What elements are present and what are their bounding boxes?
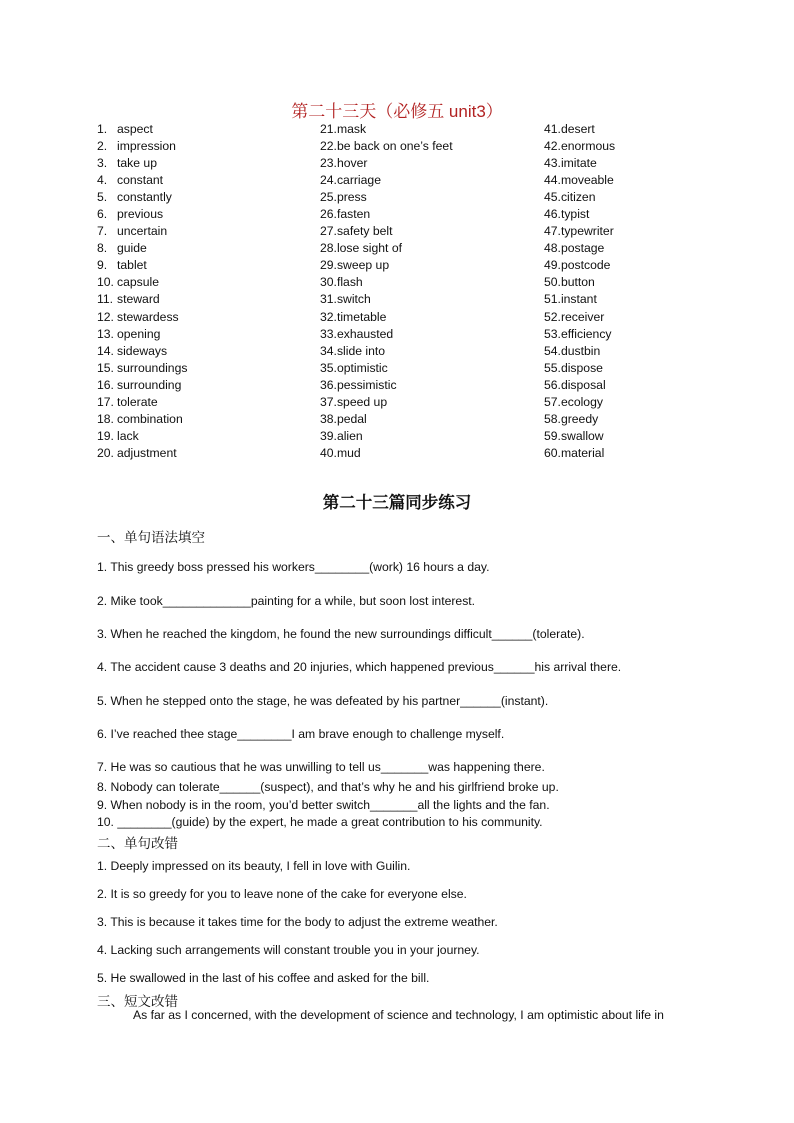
exercise-item: 2. It is so greedy for you to leave none of the cake for everyone else. [97,887,467,901]
section-heading-error-correction: 二、单句改错 [97,836,178,851]
exercise-item: 5. He swallowed in the last of his coffee and asked for the bill. [97,971,430,985]
vocab-item: 45.citizen [544,190,596,205]
vocab-column-2 [320,121,453,462]
vocab-column-3 [544,121,615,462]
vocab-item: 43.imitate [544,156,597,171]
exercise-item: 8. Nobody can tolerate______(suspect), and that’s why he and his girlfriend broke up. [97,780,559,794]
vocab-item: 15. surroundings [97,360,188,375]
exercise-item: 7. He was so cautious that he was unwilling to tell us_______was happening there. [97,760,545,774]
vocab-item: 23.hover [320,156,368,171]
vocab-item: 18. combination [97,411,183,426]
vocab-item: 46.typist [544,207,590,222]
vocab-item: 11. steward [97,292,160,307]
vocab-item: 16. surrounding [97,377,182,392]
page-title: 第二十三天（必修五 unit3） [291,102,503,121]
vocab-item: 39.alien [320,428,363,443]
vocab-item: 50.button [544,275,595,290]
exercise-item: 1. This greedy boss pressed his workers________(work) 16 hours a day. [97,560,490,574]
practice-title: 第二十三篇同步练习 [322,493,472,512]
vocab-item: 28.lose sight of [320,241,402,256]
exercise-item: 4. Lacking such arrangements will constant trouble you in your journey. [97,943,480,957]
vocab-item: 27.safety belt [320,224,393,239]
vocab-item: 55.dispose [544,360,603,375]
vocab-item: 60.material [544,445,605,460]
exercise-item: 6. I’ve reached thee stage________I am brave enough to challenge myself. [97,727,505,741]
vocab-item: 44.moveable [544,173,614,188]
exercise-item: 2. Mike took_____________painting for a while, but soon lost interest. [97,594,476,608]
vocab-item: 52.receiver [544,309,605,324]
section-heading-grammar-fill: 一、单句语法填空 [97,530,205,545]
vocab-item: 17. tolerate [97,394,158,409]
vocab-item: 13. opening [97,326,161,341]
vocab-item: 59.swallow [544,428,604,443]
vocab-item: 14. sideways [97,343,168,358]
vocab-item: 3. take up [97,156,157,171]
exercise-item: 5. When he stepped onto the stage, he was defeated by his partner______(instant). [97,694,549,708]
vocab-item: 41.desert [544,122,595,136]
vocab-item: 31.switch [320,292,371,307]
vocab-item: 1. aspect [97,122,153,136]
vocab-item: 36.pessimistic [320,377,397,392]
vocab-item: 49.postcode [544,258,611,273]
vocab-item: 51.instant [544,292,597,307]
exercise-item: 10. ________(guide) by the expert, he made a great contribution to his community. [97,815,543,829]
vocab-item: 42.enormous [544,139,616,154]
exercise-item: 9. When nobody is in the room, you’d better switch_______all the lights and the fan. [97,798,550,812]
vocab-item: 53.efficiency [544,326,612,341]
vocab-item: 57.ecology [544,394,603,409]
vocab-item: 7. uncertain [97,224,168,239]
vocab-item: 12. stewardess [97,309,179,324]
exercise-item: 1. Deeply impressed on its beauty, I fell in love with Guilin. [97,859,411,873]
vocab-item: 24.carriage [320,173,381,188]
vocab-item: 20. adjustment [97,445,177,460]
exercise-item: 3. When he reached the kingdom, he found the new surroundings difficult______(tolerate). [97,627,585,641]
exercise-item: 3. This is because it takes time for the body to adjust the extreme weather. [97,915,498,929]
vocab-item: 6. previous [97,207,164,222]
vocab-item: 35.optimistic [320,360,388,375]
vocab-item: 4. constant [97,173,164,188]
vocab-item: 47.typewriter [544,224,614,239]
section-heading-passage-correction: 三、短文改错 [97,994,178,1009]
vocab-item: 56.disposal [544,377,606,392]
vocab-item: 40.mud [320,445,361,460]
vocab-item: 37.speed up [320,394,388,409]
vocab-item: 32.timetable [320,309,387,324]
vocab-item: 21.mask [320,122,367,136]
vocab-item: 19. lack [97,428,139,443]
vocab-item: 30.flash [320,275,363,290]
vocab-item: 8. guide [97,241,147,256]
vocab-item: 2. impression [97,139,176,154]
vocab-item: 29.sweep up [320,258,390,273]
vocab-item: 25.press [320,190,367,205]
vocab-item: 34.slide into [320,343,386,358]
vocab-column-1 [97,121,187,462]
passage-text: As far as I concerned, with the development of science and technology, I am optimistic about life in [133,1008,664,1022]
vocab-item: 33.exhausted [320,326,394,341]
vocab-item: 38.pedal [320,411,367,426]
vocab-item: 26.fasten [320,207,371,222]
vocab-item: 22.be back on one’s feet [320,139,453,154]
exercise-item: 4. The accident cause 3 deaths and 20 injuries, which happened previous______his arrival there. [97,660,622,674]
vocab-item: 58.greedy [544,411,599,426]
vocab-item: 10. capsule [97,275,160,290]
vocab-item: 9. tablet [97,258,147,273]
vocab-item: 48.postage [544,241,605,256]
vocab-item: 5. constantly [97,190,172,205]
vocab-item: 54.dustbin [544,343,601,358]
